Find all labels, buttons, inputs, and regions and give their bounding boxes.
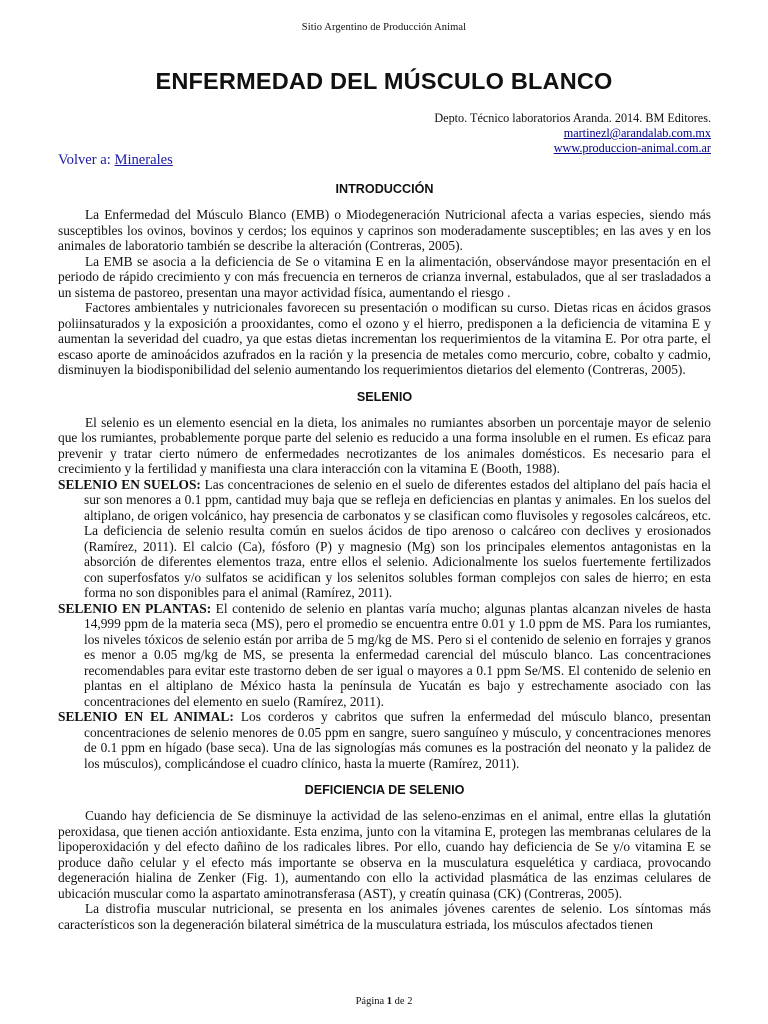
website-link[interactable]: www.produccion-animal.com.ar xyxy=(553,141,711,155)
back-link-minerales[interactable]: Minerales xyxy=(114,152,173,168)
section-heading-selenio: SELENIO xyxy=(356,389,413,404)
selenio-animal-paragraph xyxy=(58,709,711,771)
credit-line: Depto. Técnico laboratorios Aranda. 2014. BM Editores. xyxy=(434,111,711,125)
selenio-plantas-label: SELENIO EN PLANTAS: xyxy=(58,600,212,616)
back-prefix: Volver a: xyxy=(58,152,115,168)
selenio-animal-text: Los corderos y cabritos que sufren la enfermedad del músculo blanco, presentan concentraciones de selenio menores de 0.05 ppm en sangre, suero sanguíneo y músculo, y concentraciones menores de 0.1 ppm en hígado (base seca). Una de las signologías más comunes es la postración del neonato y la palidez de los músculos), complicándose el cuadro clínico, hasta la muerte (Ramírez, 2011). xyxy=(84,709,711,771)
page-title: ENFERMEDAD DEL MÚSCULO BLANCO xyxy=(155,68,613,94)
selenio-paragraph-1: El selenio es un elemento esencial en la dieta, los animales no rumiantes absorben un porcentaje mayor de selenio que los rumiantes, probablemente porque parte del selenio es reducido a una forma insoluble en el rumen. Es eficaz para prevenir y tratar cierto número de enfermedades necrotizantes de los animales domésticos. Es necesario para el crecimiento y la fertilidad y manifiesta una clara interacción con la vitamina E (Booth, 1988). xyxy=(58,414,711,476)
selenio-plantas-text: El contenido de selenio en plantas varía mucho; algunas plantas alcanzan niveles de hasta 14,999 ppm de la materia seca (MS), pero el promedio se encuentra entre 0.01 y 1.0 ppm de MS. Para los rumiantes, los niveles tóxicos de selenio están por arriba de 5 mg/kg de MS. Pero si el contenido de selenio en forrajes y granos es menor a 0.05 mg/kg de MS, se presenta la enfermedad carencial del músculo blanco. Las concentraciones recomendables para evitar este trastorno deben de ser igual o mayores a 0.1 ppm Se/MS. El contenido de selenio en plantas en el altiplano de México hasta la península de Yucatán es bajo y estrechamente asociado con las concentraciones del elemento en suelo (Ramírez, 2011). xyxy=(84,600,711,709)
footer-current-page: 1 xyxy=(386,996,393,1007)
article-body xyxy=(58,182,711,932)
selenio-animal-label: SELENIO EN EL ANIMAL: xyxy=(58,709,234,724)
footer-middle: de xyxy=(392,996,408,1007)
selenio-plantas-paragraph xyxy=(58,601,711,710)
intro-paragraph-1: La Enfermedad del Músculo Blanco (EMB) o Miodegeneración Nutricional afecta a varias especies, siendo más susceptibles los ovinos, bovinos y cerdos; los equinos y caprinos son moderadamente susceptibles; en las aves y en los animales de laboratorio también se describe la alteración (Contreras, 2005). xyxy=(58,207,711,253)
intro-paragraph-2: La EMB se asocia a la deficiencia de Se o vitamina E en la alimentación, observándose mayor presentación en el periodo de rápido crecimiento y con más frecuencia en terneros de crianza invernal, estabulados, que al ser trasladados a un sistema de pastoreo, presentan una mayor actividad física, aumentando el riesgo . xyxy=(58,253,711,300)
footer-total-pages: 2 xyxy=(407,996,413,1007)
section-heading-deficiencia: DEFICIENCIA DE SELENIO xyxy=(304,783,465,797)
back-nav xyxy=(58,152,173,169)
deficiencia-paragraph-2: La distrofia muscular nutricional, se presenta en los animales jóvenes carentes de selenio. Los síntomas más característicos son la degeneración bilateral simétrica de la musculatura estriada, los músculos afectados tienen xyxy=(58,901,711,932)
selenio-suelos-text: Las concentraciones de selenio en el suelo de diferentes estados del altiplano del país hacia el sur son menores a 0.1 ppm, cantidad muy baja que se refleja en deficiencias en plantas y animales. En los suelos del altiplano, de origen volcánico, hay presencia de carbonatos y se clasifican como fluvisoles y regosoles calcáreos, etc. La deficiencia de selenio resulta común en suelos ácidos de tipo arenoso o calcáreo con declives y erosionados (Ramírez, 2011). El calcio (Ca), fósforo (P) y magnesio (Mg) son los principales elementos antagonistas en la absorción de diferentes elementos traza, entre ellos el selenio. Adicionalmente los suelos fuertemente fertilizados con superfosfatos y/o sulfatos se acidifican y los selenitos solubles forman complejos con sales de hierro; en esta forma no son disponibles para el animal (Ramírez, 2011). xyxy=(84,476,712,600)
email-link[interactable]: martinezl@arandalab.com.mx xyxy=(563,126,711,140)
selenio-suelos-paragraph xyxy=(58,477,711,601)
selenio-suelos-label: SELENIO EN SUELOS: xyxy=(58,476,201,492)
deficiencia-paragraph-1: Cuando hay deficiencia de Se disminuye la actividad de las seleno-enzimas en el animal, entre ellas la glutatión peroxidasa, que tienen acción antioxidante. Esta enzima, junto con la vitamina E, protegen las membranas celulares de la lipoperoxidación y del efecto dañino de los radicales libres. Por ello, cuando hay deficiencia de Se y/o vitamina E se produce daño celular y el efecto más importante se observa en la musculatura esquelética y cardiaca, provocando degeneración hialina de Zenker (Fig. 1), aumentando con ello la actividad plasmática de las enzimas celulares de ubicación muscular como la aspartato aminotransferasa (AST), y creatín quinasa (CK) (Contreras, 2005). xyxy=(58,808,711,901)
site-header: Sitio Argentino de Producción Animal xyxy=(301,22,467,33)
page-footer xyxy=(0,996,768,1007)
document-meta xyxy=(434,111,711,156)
intro-paragraph-3: Factores ambientales y nutricionales favorecen su presentación o modifican su curso. Dietas ricas en ácidos grasos poliinsaturados y la exposición a prooxidantes, como el ozono y el hierro, predisponen a la deficiencia de vitamina E y aumentan la severidad del cuadro, ya que estas dietas incrementan los requerimientos de la vitamina E. Por otra parte, el escaso aporte de aminoácidos azufrados en la ración y la presencia de metales como mercurio, cobre, cobalto y cadmio, disminuyen la biodisponibilidad del selenio aumentando los requerimientos dietarios del elemento (Contreras, 2005). xyxy=(58,300,711,377)
footer-prefix: Página xyxy=(355,996,387,1007)
section-heading-intro: INTRODUCCIÓN xyxy=(335,182,434,196)
